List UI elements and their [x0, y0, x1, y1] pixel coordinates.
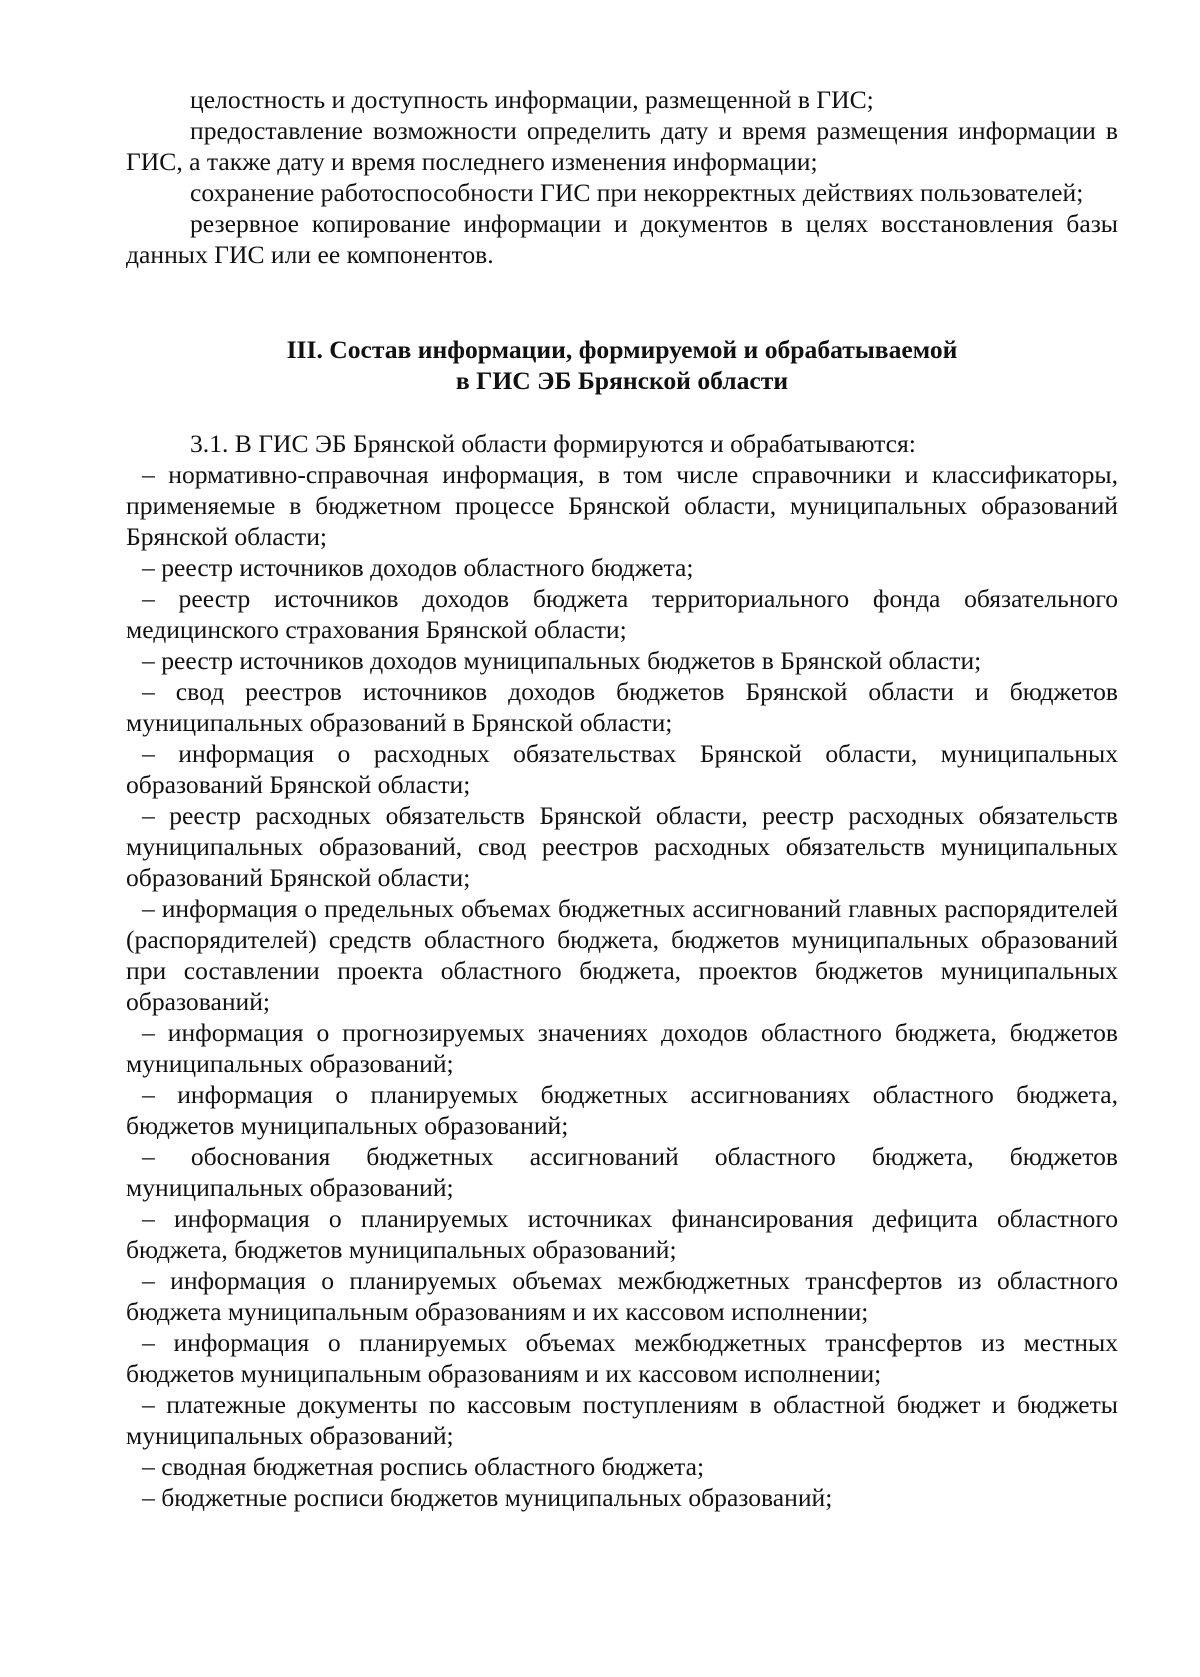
list-item: – сводная бюджетная роспись областного бюджета; [142, 1452, 705, 1481]
list-item: – информация о расходных обязательствах Брянской области, муниципальных образований Брянской области; [126, 739, 1118, 799]
list-item: – свод реестров источников доходов бюджетов Брянской области и бюджетов муниципальных образований в Брянской области; [126, 677, 1118, 737]
list-item: – реестр источников доходов областного бюджета; [142, 553, 694, 582]
section-intro: 3.1. В ГИС ЭБ Брянской области формируются и обрабатываются: [190, 429, 916, 458]
list-item: – информация о прогнозируемых значениях доходов областного бюджета, бюджетов муниципальных образований; [126, 1018, 1118, 1078]
paragraph-operability: сохранение работоспособности ГИС при некорректных действиях пользователей; [190, 178, 1084, 207]
list-item: – бюджетные росписи бюджетов муниципальных образований; [142, 1483, 833, 1512]
list-item: – реестр источников доходов муниципальных бюджетов в Брянской области; [142, 646, 982, 675]
document-page [126, 84, 1118, 1513]
list-item: – реестр источников доходов бюджета территориального фонда обязательного медицинского страхования Брянской области; [126, 584, 1118, 644]
section-heading-line-2: в ГИС ЭБ Брянской области [455, 366, 789, 395]
list-item: – информация о планируемых объемах межбюджетных трансфертов из областного бюджета муниципальным образованиям и их кассовом исполнении; [126, 1266, 1118, 1326]
paragraph-backup: резервное копирование информации и документов в целях восстановления базы данных ГИС или ее компонентов. [126, 209, 1118, 269]
list-item: – платежные документы по кассовым поступлениям в областной бюджет и бюджеты муниципальных образований; [126, 1390, 1118, 1450]
section-heading-line-1: III. Состав информации, формируемой и обрабатываемой [286, 335, 958, 364]
list-item: – нормативно-справочная информация, в том числе справочники и классификаторы, применяемые в бюджетном процессе Брянской области, муниципальных образований Брянской области; [126, 460, 1118, 551]
list-item: – обоснования бюджетных ассигнований областного бюджета, бюджетов муниципальных образований; [126, 1142, 1118, 1202]
section-heading [126, 334, 1118, 396]
list-item: – реестр расходных обязательств Брянской области, реестр расходных обязательств муниципальных образований, свод реестров расходных обязательств муниципальных образований Брянской области; [126, 801, 1118, 892]
info-list [126, 459, 1118, 1513]
list-item: – информация о планируемых бюджетных ассигнованиях областного бюджета, бюджетов муниципальных образований; [126, 1080, 1118, 1140]
paragraph-integrity: целостность и доступность информации, размещенной в ГИС; [190, 85, 874, 114]
list-item: – информация о предельных объемах бюджетных ассигнований главных распорядителей (распорядителей) средств областного бюджета, бюджетов муниципальных образований при составлении проекта областного бюджета, проектов бюджетов муниципальных образований; [126, 894, 1118, 1016]
list-item: – информация о планируемых объемах межбюджетных трансфертов из местных бюджетов муниципальным образованиям и их кассовом исполнении; [126, 1328, 1118, 1388]
paragraph-datetime: предоставление возможности определить дату и время размещения информации в ГИС, а также дату и время последнего изменения информации; [126, 116, 1118, 176]
list-item: – информация о планируемых источниках финансирования дефицита областного бюджета, бюджетов муниципальных образований; [126, 1204, 1118, 1264]
